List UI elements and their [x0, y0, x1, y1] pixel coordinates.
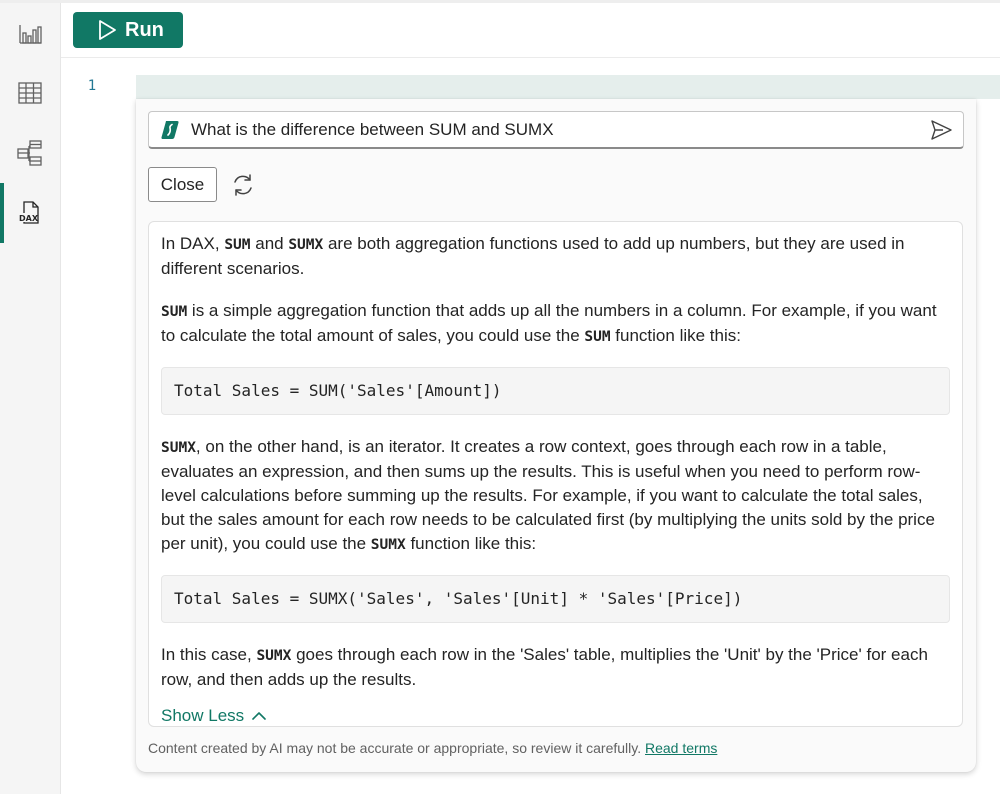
show-less-button[interactable]	[161, 704, 950, 728]
report-view-icon	[16, 19, 44, 47]
code-block[interactable]: Total Sales = SUMX('Sales', 'Sales'[Unit] * 'Sales'[Price])	[161, 575, 950, 623]
answer-text: , on the other hand, is an iterator. It creates a row context, goes through each row in a table, evaluates an expression, and then sums up the results. This is useful when you need to perform row-level calculations before summing up the results. For example, if you want to calculate the total sales, but the sales amount for each row needs to be calculated first (by multiplying the units sold by the price per unit), you could use the	[161, 437, 935, 553]
line-number: 1	[87, 78, 97, 94]
answer-text: function like this:	[405, 534, 537, 553]
prompt-text: What is the difference between SUM and SUMX	[191, 119, 554, 139]
show-less-label: Show Less	[161, 706, 245, 725]
editor-line[interactable]	[136, 75, 1000, 99]
copilot-panel	[136, 99, 976, 772]
chevron-up-icon	[250, 707, 268, 725]
inline-code: SUMX	[161, 440, 196, 456]
table-view-icon	[16, 79, 44, 107]
view-sidebar	[0, 3, 61, 794]
dax-query-view-icon	[16, 199, 44, 227]
read-terms-link[interactable]: Read terms	[645, 740, 718, 756]
answer-text: is a simple aggregation function that adds up all the numbers in a column. For example, if you want to calculate the total amount of sales, you could use the	[161, 301, 937, 345]
inline-code: SUM	[161, 304, 188, 320]
play-icon	[95, 18, 119, 42]
inline-code: SUM	[224, 237, 251, 253]
close-button[interactable]: Close	[148, 167, 217, 202]
answer-paragraph	[161, 435, 950, 557]
dax-icon-label: DAX	[19, 214, 38, 223]
answer-text: function like this:	[610, 326, 741, 345]
inline-code: SUMX	[370, 537, 406, 553]
inline-code: SUMX	[288, 237, 324, 253]
sidebar-item-table-view[interactable]	[0, 63, 60, 123]
answer-paragraph	[161, 232, 950, 281]
code-block[interactable]: Total Sales = SUM('Sales'[Amount])	[161, 367, 950, 415]
copilot-icon	[159, 119, 181, 141]
answer-text: are both aggregation functions used to add up numbers, but they are used in different scenarios.	[161, 234, 905, 278]
answer-text: goes through each row in the 'Sales' table, multiplies the 'Unit' by the 'Price' for each row, and then adds up the results.	[161, 645, 928, 689]
toolbar	[61, 3, 1000, 58]
sidebar-item-dax-query-view[interactable]	[0, 183, 60, 243]
ai-disclaimer	[148, 740, 717, 756]
sidebar-item-model-view[interactable]	[0, 123, 60, 183]
refresh-icon[interactable]	[230, 172, 256, 198]
run-button[interactable]	[73, 12, 183, 48]
disclaimer-text: Content created by AI may not be accurate or appropriate, so review it carefully.	[148, 740, 645, 756]
answer-text: In this case,	[161, 645, 257, 664]
answer-text: In DAX,	[161, 234, 225, 253]
copilot-prompt-input[interactable]	[148, 111, 964, 149]
run-button-label: Run	[125, 18, 164, 41]
copilot-answer	[148, 221, 963, 727]
answer-paragraph	[161, 299, 950, 349]
answer-paragraph	[161, 643, 950, 692]
send-icon[interactable]	[929, 118, 953, 142]
model-view-icon	[16, 139, 44, 167]
sidebar-item-report-view[interactable]	[0, 3, 60, 63]
inline-code: SUM	[584, 329, 611, 345]
inline-code: SUMX	[256, 648, 292, 664]
answer-text: and	[250, 234, 289, 253]
